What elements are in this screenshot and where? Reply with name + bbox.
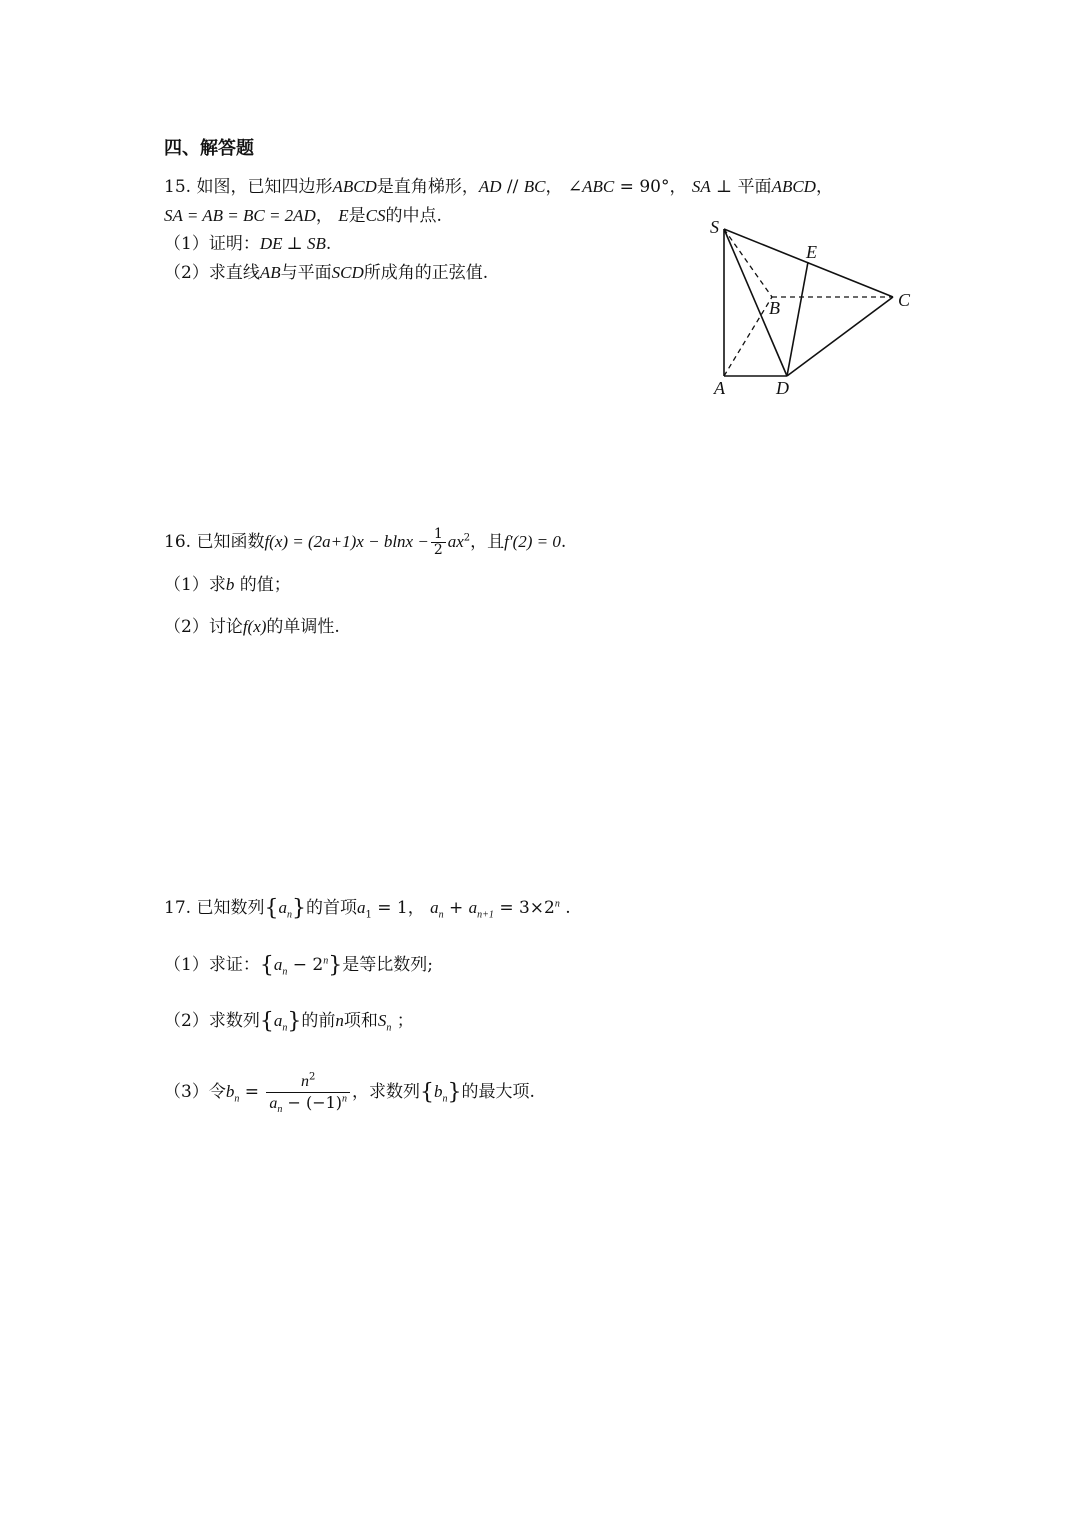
q16-part1: （1）求b 的值；: [164, 575, 291, 595]
label-D: D: [776, 378, 789, 398]
edge-DC: [787, 297, 893, 376]
edge-DE: [787, 262, 808, 376]
q16-stem: 16. 已知函数f(x) = (2a+1)x − blnx − $\frac{1}{2}$ $ax^2$，且f′(2) = 0.: [164, 526, 567, 558]
label-E: E: [806, 242, 817, 262]
label-B: B: [769, 298, 780, 318]
q15-part2: （2）求直线AB与平面SCD所成角的正弦值.: [164, 263, 489, 283]
section-title: 四、解答题: [164, 138, 254, 159]
label-A: A: [714, 378, 725, 398]
q16-part2: （2）讨论f(x)的单调性.: [164, 617, 340, 637]
q17-stem: 17. 已知数列$\{a_n\}$的首项$a_1 = 1$， $a_n + a_{n+1} = 3\times 2^n$ .: [164, 896, 571, 921]
q15-part1: （1）证明：DE ⊥ SB.: [164, 234, 332, 254]
label-S: S: [710, 217, 719, 237]
label-C: C: [898, 290, 911, 310]
q17-part2: （2）求数列$\{a_n\}$的前n项和$S_n$ ；: [164, 1009, 414, 1034]
pyramid-figure: [700, 212, 930, 402]
q17-part3: （3）令$b_n$ = $\frac{n^2}{a_n - (-1)^n}$ ，求数列$\{b_n\}$的最大项.: [164, 1071, 535, 1116]
q15-line1: 15. 如图，已知四边形ABCD是直角梯形，AD // BC， ∠ABC = 90°， SA ⊥ 平面ABCD，: [164, 177, 833, 197]
edge-AB: [724, 297, 772, 376]
q15-line2: SA = AB = BC = 2AD， E是CS的中点.: [164, 206, 442, 226]
q17-part1: （1）求证：$\{a_n - 2^n\}$是等比数列;: [164, 953, 433, 978]
